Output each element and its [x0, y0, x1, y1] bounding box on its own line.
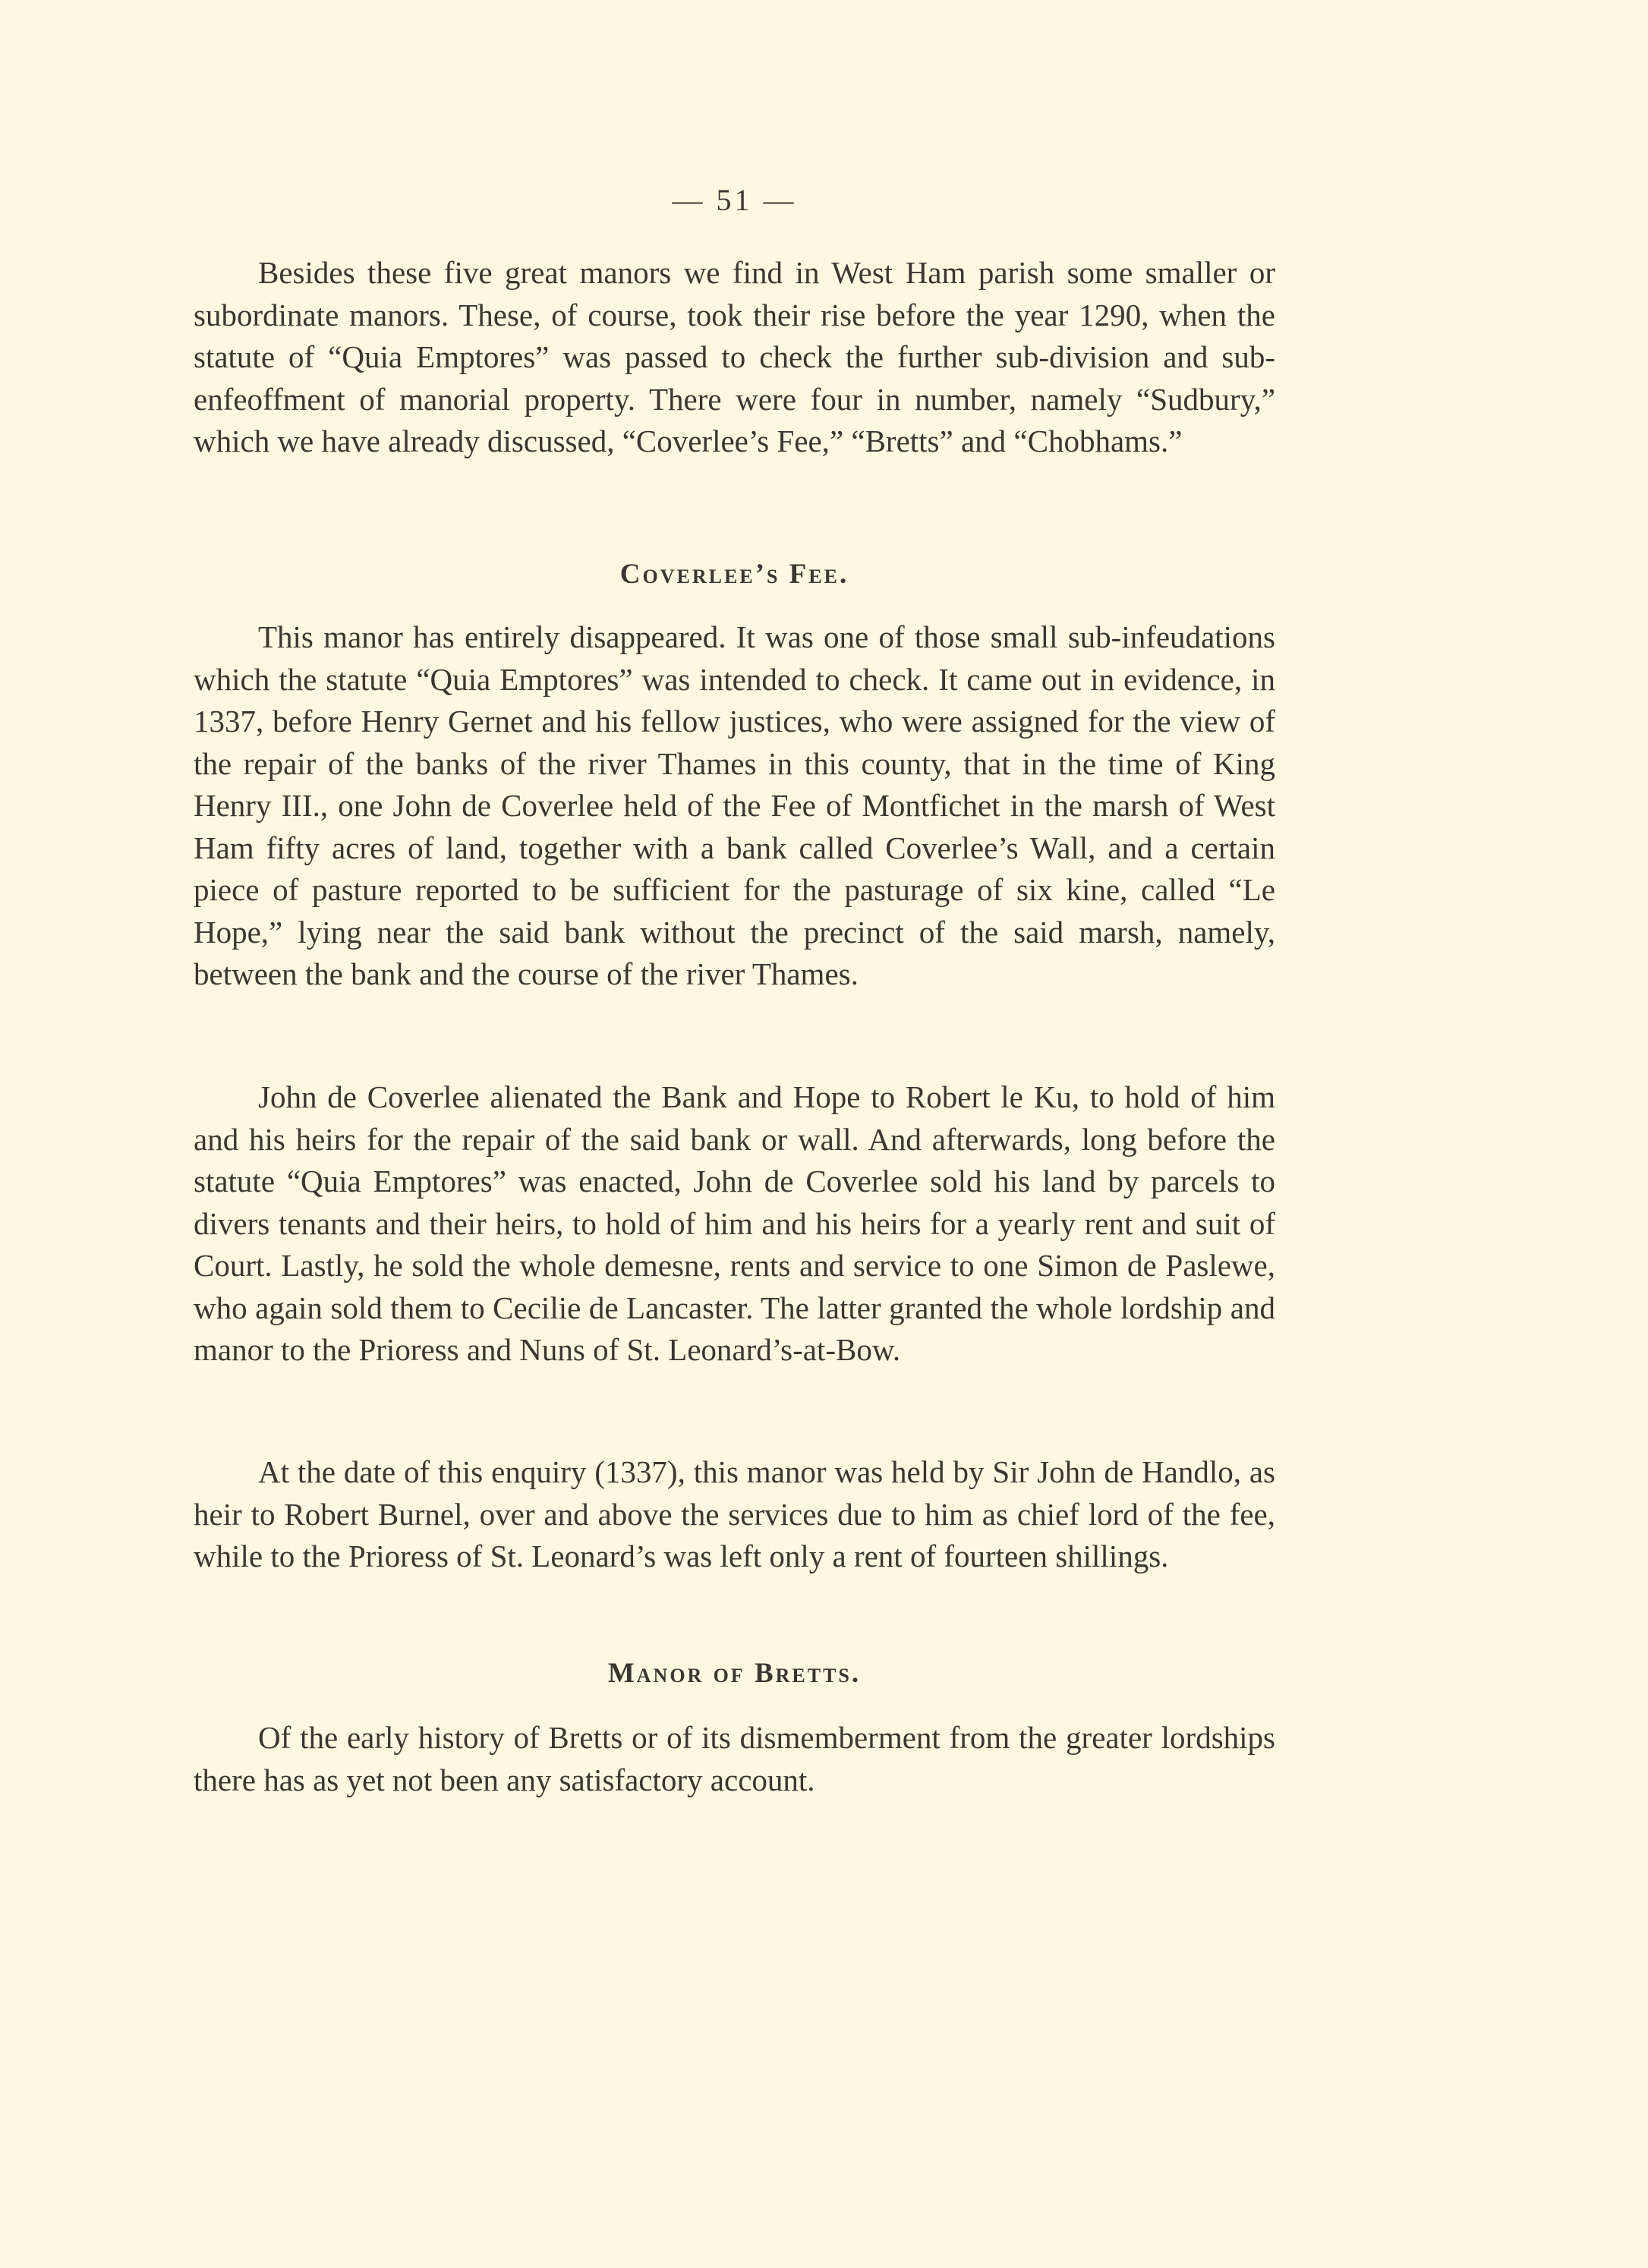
paragraph-coverlee-1: This manor has entirely disappeared. It was one of those small sub-infeudations which the statute “Quia Emptores” was intended to check. It came out in evidence, in 1337, before Henry Gernet and his fellow justices, who were assigned for the view of the repair of the banks of the river Thames in this county, that in the time of King Henry III., one John de Coverlee held of the Fee of Montfichet in the marsh of West Ham fifty acres of land, together with a bank called Coverlee’s Wall, and a certain piece of pasture reported to be sufficient for the pasturage of six kine, called “Le Hope,” lying near the said bank without the precinct of the said marsh, namely, between the bank and the course of the river Thames.: [194, 619, 1275, 991]
paragraph-coverlee-2: John de Coverlee alienated the Bank and Hope to Robert le Ku, to hold of him and his heirs for the repair of the said bank or wall. And afterwards, long before the statute “Quia Emptores” was enacted, John de Coverlee sold his land by parcels to divers tenants and their heirs, to hold of him and his heirs for a yearly rent and suit of Court. Lastly, he sold the whole demesne, rents and service to one Simon de Paslewe, who again sold them to Cecilie de Lancaster. The latter granted the whole lordship and manor to the Prioress and Nuns of St. Leonard’s-at-Bow.: [194, 1079, 1275, 1367]
section-heading-coverlees-fee: Coverlee’s Fee.: [619, 559, 849, 590]
section-heading-manor-of-bretts: Manor of Bretts.: [607, 1658, 862, 1689]
page-number: — 51 —: [672, 183, 797, 217]
paragraph-coverlee-3: At the date of this enquiry (1337), this manor was held by Sir John de Handlo, as heir to Robert Burnel, over and above the services due to him as chief lord of the fee, while to the Prioress of St. Leonard’s was left only a rent of fourteen shillings.: [194, 1454, 1275, 1573]
paragraph-bretts-1: Of the early history of Bretts or of its dismemberment from the greater lordships there has as yet not been any satisfactory account.: [194, 1720, 1275, 1797]
paragraph-intro: Besides these five great manors we find in West Ham parish some smaller or subordinate manors. These, of course, took their rise before the year 1290, when the statute of “Quia Emptores” was passed to check the further sub-division and sub-enfeoffment of manorial property. There were four in number, namely “Sudbury,” which we have already discussed, “Coverlee’s Fee,” “Bretts” and “Chobhams.”: [194, 255, 1275, 458]
